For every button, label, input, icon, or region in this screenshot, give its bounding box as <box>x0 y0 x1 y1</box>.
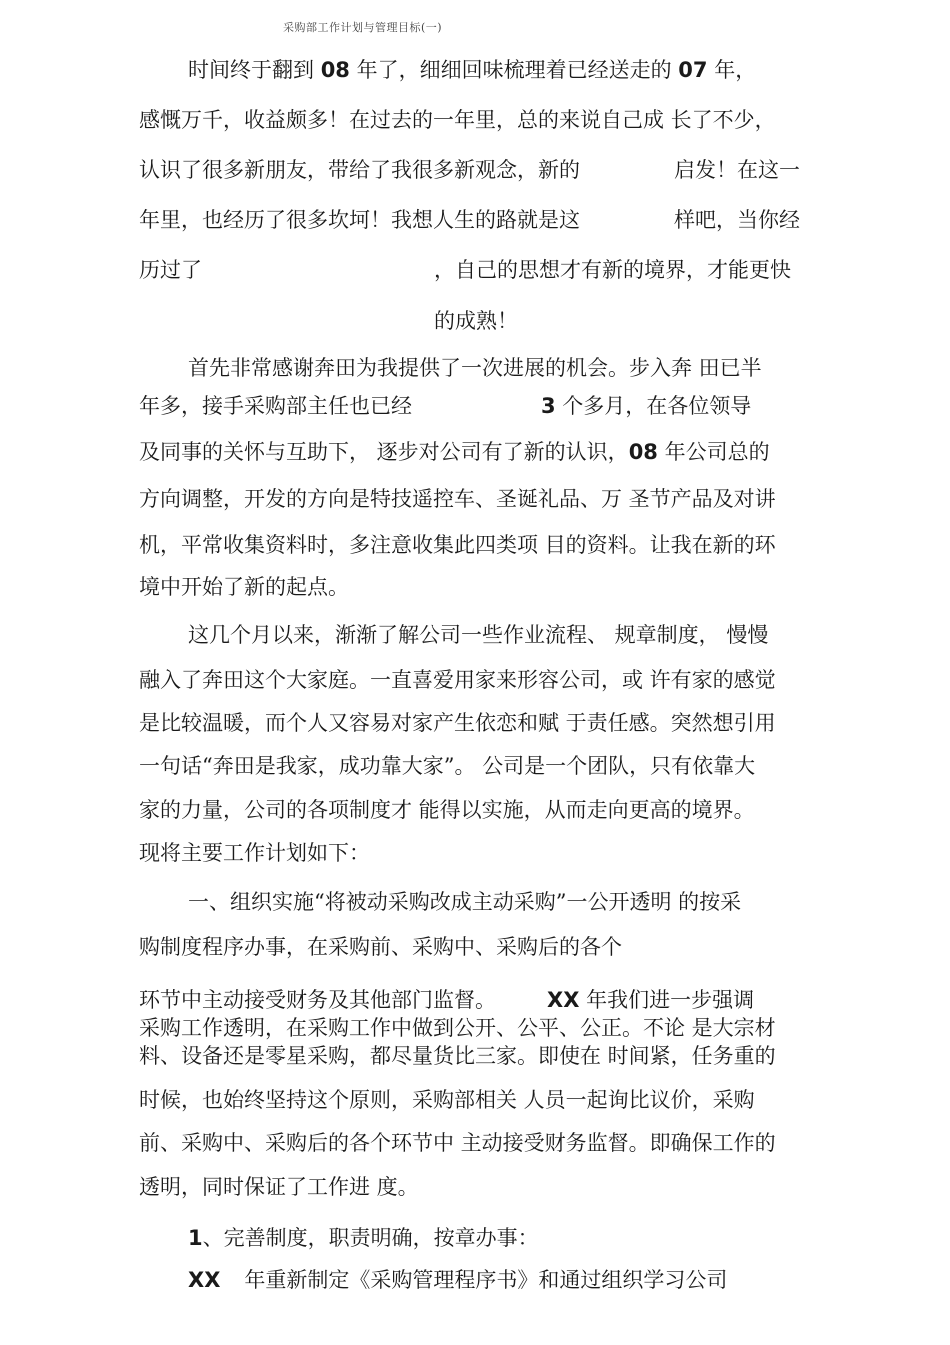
p1-line-1 <box>188 57 756 83</box>
year-xx: XX <box>547 988 580 1012</box>
year-07: 07 <box>678 58 708 82</box>
p1-line-5b: ，自己的思想才有新的境界，才能更快 <box>434 258 791 282</box>
p2-line-3 <box>139 439 770 465</box>
p1-line-5a: 历过了 <box>139 258 202 282</box>
p2-line-1: 首先非常感谢奔田为我提供了一次进展的机会。步入奔 田已半 <box>188 356 762 380</box>
p3-line-4: 一句话“奔田是我家，成功靠大家”。 公司是一个团队，只有依靠大 <box>139 754 756 778</box>
year-08: 08 <box>628 440 658 464</box>
p4-line-3a: 环节中主动接受财务及其他部门监督。 <box>139 988 496 1012</box>
p3-line-1: 这几个月以来，渐渐了解公司一些作业流程、 规章制度， 慢慢 <box>188 623 769 647</box>
text: 年了，细细回味梳理着已经送走的 <box>349 58 679 82</box>
p3-line-5: 家的力量，公司的各项制度才 能得以实施，从而走向更高的境界。 <box>139 798 755 822</box>
p4-line-3b <box>547 987 754 1013</box>
section-1-heading <box>188 1225 539 1251</box>
section-number: 1 <box>188 1226 203 1250</box>
text: 及同事的关怀与互助下， 逐步对公司有了新的认识， <box>139 440 629 464</box>
p1-line-4a: 年里，也经历了很多坎坷！我想人生的路就是这 <box>139 208 580 232</box>
p1-line-6: 的成熟！ <box>434 309 518 333</box>
text: 年重新制定《采购管理程序书》和通过组织学习公司 <box>244 1268 728 1292</box>
text: 年公司总的 <box>657 440 770 464</box>
p2-line-6: 境中开始了新的起点。 <box>139 575 349 599</box>
p2-line-4: 方向调整，开发的方向是特技遥控车、圣诞礼品、万 圣节产品及对讲 <box>139 487 776 511</box>
p1-line-2: 感慨万千，收益颇多！在过去的一年里，总的来说自己成 长了不少， <box>139 108 776 132</box>
p4-line-5: 料、设备还是零星采购，都尽量货比三家。即使在 时间紧，任务重的 <box>139 1044 776 1068</box>
p3-line-3: 是比较温暖，而个人又容易对家产生依恋和赋 于责任感。突然想引用 <box>139 711 776 735</box>
p4-line-1: 一、组织实施“将被动采购改成主动采购”一公开透明 的按采 <box>188 890 742 914</box>
p4-line-8: 透明，同时保证了工作进 度。 <box>139 1175 419 1199</box>
p4-line-4: 采购工作透明，在采购工作中做到公开、公平、公正。不论 是大宗材 <box>139 1016 776 1040</box>
p3-line-6: 现将主要工作计划如下： <box>139 841 370 865</box>
p2-line-2b <box>541 393 751 419</box>
year-xx: XX <box>188 1268 221 1292</box>
p2-line-5: 机，平常收集资料时，多注意收集此四类项 目的资料。让我在新的环 <box>139 533 776 557</box>
text: 时间终于翻到 <box>188 58 321 82</box>
p4-line-6: 时候，也始终坚持这个原则，采购部相关 人员一起询比议价，采购 <box>139 1088 755 1112</box>
section-1-line-1 <box>188 1267 727 1293</box>
p4-line-2: 购制度程序办事，在采购前、采购中、采购后的各个 <box>139 935 622 959</box>
page-header: 采购部工作计划与管理目标(一) <box>283 21 443 34</box>
p3-line-2: 融入了奔田这个大家庭。一直喜爱用家来形容公司，或 许有家的感觉 <box>139 668 776 692</box>
section-title: 、完善制度，职责明确，按章办事： <box>202 1226 539 1250</box>
year-08: 08 <box>320 58 350 82</box>
text: 年我们进一步强调 <box>579 988 755 1012</box>
text: 个多月，在各位领导 <box>555 394 752 418</box>
p1-line-3b: 启发！在这一 <box>674 158 800 182</box>
p2-line-2a: 年多，接手采购部主任也已经 <box>139 394 412 418</box>
number-3: 3 <box>541 394 556 418</box>
p1-line-4b: 样吧，当你经 <box>674 208 800 232</box>
p1-line-3a: 认识了很多新朋友，带给了我很多新观念，新的 <box>139 158 580 182</box>
text: 年， <box>707 58 757 82</box>
p4-line-7: 前、采购中、采购后的各个环节中 主动接受财务监督。即确保工作的 <box>139 1131 776 1155</box>
